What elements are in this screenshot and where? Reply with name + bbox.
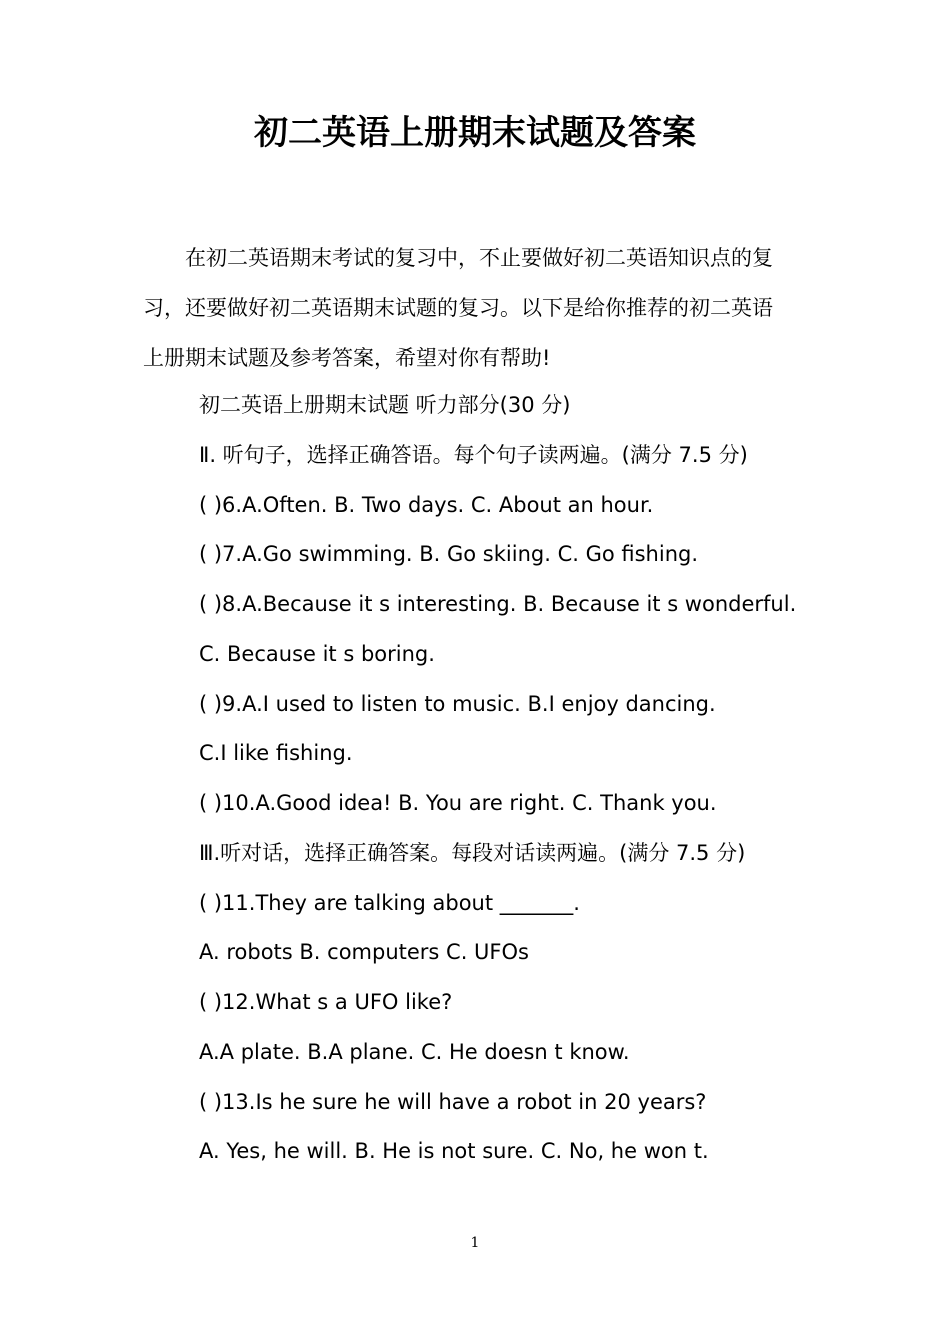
question-line: ( )9.A.I used to listen to music. B.I enjoy dancing.: [199, 691, 716, 716]
page-number: 1: [470, 1235, 480, 1251]
section-instruction: Ⅲ.听对话，选择正确答案。每段对话读两遍。(满分 7.5 分): [199, 840, 746, 865]
question-line: ( )11.They are talking about _______.: [199, 890, 580, 915]
intro-line: 上册期末试题及参考答案，希望对你有帮助!: [143, 346, 551, 370]
question-option-line: A. Yes, he will. B. He is not sure. C. No, he won t.: [199, 1139, 709, 1164]
section-heading: 初二英语上册期末试题 听力部分(30 分): [199, 393, 571, 417]
question-line: ( )13.Is he sure he will have a robot in 20 years?: [199, 1089, 707, 1114]
question-line: ( )6.A.Often. B. Two days. C. About an hour.: [199, 492, 654, 517]
intro-line: 习，还要做好初二英语期末试题的复习。以下是给你推荐的初二英语: [143, 296, 773, 320]
section-instruction: Ⅱ. 听句子，选择正确答语。每个句子读两遍。(满分 7.5 分): [199, 442, 748, 467]
intro-paragraph: [143, 233, 813, 383]
intro-line: 在初二英语期末考试的复习中，不止要做好初二英语知识点的复: [143, 246, 773, 270]
question-line: ( )8.A.Because it s interesting. B. Because it s wonderful.: [199, 592, 797, 616]
question-option-line: A.A plate. B.A plane. C. He doesn t know.: [199, 1039, 630, 1064]
question-line: ( )7.A.Go swimming. B. Go skiing. C. Go fishing.: [199, 542, 699, 567]
question-line: ( )12.What s a UFO like?: [199, 990, 453, 1014]
question-option-line: C.I like fishing.: [199, 741, 353, 766]
question-line: ( )10.A.Good idea! B. You are right. C. Thank you.: [199, 791, 717, 815]
question-option-line: C. Because it s boring.: [199, 641, 435, 666]
document-title: 初二英语上册期末试题及答案: [254, 113, 696, 153]
question-option-line: A. robots B. computers C. UFOs: [199, 940, 529, 965]
exam-content: [199, 381, 839, 1177]
